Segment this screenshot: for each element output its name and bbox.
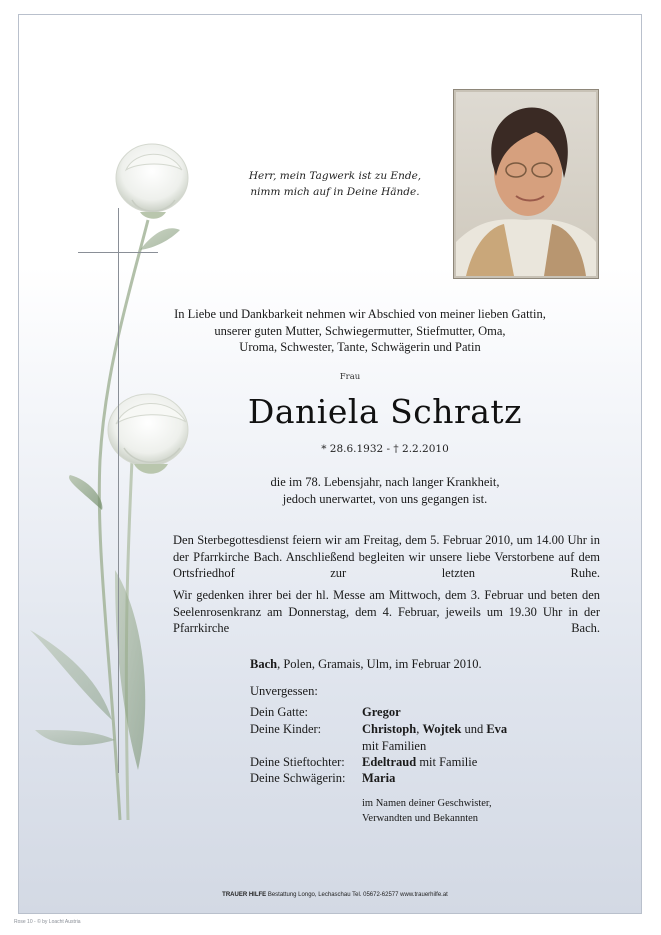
age-text bbox=[200, 474, 570, 507]
place-rest: , Polen, Gramais, Ulm, im Februar 2010. bbox=[277, 657, 482, 671]
mourner-name: Gregor bbox=[362, 705, 401, 719]
mourner-label: Deine Schwägerin: bbox=[250, 771, 346, 785]
cross-horizontal-line bbox=[78, 252, 158, 253]
place-and-date bbox=[250, 657, 482, 672]
intro-line: In Liebe und Dankbarkeit nehmen wir Abschied von meiner lieben Gattin, bbox=[174, 307, 546, 321]
intro-line: Uroma, Schwester, Tante, Schwägerin und Patin bbox=[239, 340, 481, 354]
mourner-label: Deine Kinder: bbox=[250, 722, 322, 736]
unvergessen-label: Unvergessen: bbox=[250, 684, 318, 698]
place-town: Bach bbox=[250, 657, 278, 671]
siblings-line: Verwandten und Bekannten bbox=[362, 813, 479, 824]
age-line: die im 78. Lebensjahr, nach langer Krankheit, bbox=[270, 475, 500, 489]
siblings-line: im Namen deiner Geschwister, bbox=[362, 798, 492, 809]
mourner-name: Maria bbox=[362, 771, 396, 785]
mourner-sep: und bbox=[461, 722, 487, 736]
footer-details: Bestattung Longo, Lechaschau Tel. 05672-62577 www.trauerhilfe.at bbox=[266, 892, 448, 898]
mourner-label: Deine Stieftochter: bbox=[250, 755, 345, 769]
mourner-extra: mit Familie bbox=[416, 755, 478, 769]
cross-vertical-line bbox=[118, 208, 119, 773]
footer-funeral-home bbox=[150, 892, 520, 898]
image-credit: Rose 10 - © by Loacht Austria bbox=[14, 919, 81, 925]
memorial-mass-text: Wir gedenken ihrer bei der hl. Messe am Mittwoch, dem 3. Februar und beten den Seelenrosenkranz am Donnerstag, dem 4. Februar, jeweils um 19.30 Uhr in der Pfarrkirche Bach. bbox=[173, 588, 600, 635]
age-line: jedoch unerwartet, von uns gegangen ist. bbox=[282, 491, 488, 506]
quote-line: nimm mich auf in Deine Hände. bbox=[250, 186, 420, 198]
footer-company: TRAUER HILFE bbox=[222, 892, 267, 898]
mourner-name: Edeltraud bbox=[362, 755, 417, 769]
portrait-photo bbox=[454, 90, 598, 278]
bible-quote bbox=[225, 168, 445, 200]
intro-line: unserer guten Mutter, Schwiegermutter, Stiefmutter, Oma, bbox=[214, 323, 506, 338]
mourner-name: Eva bbox=[486, 722, 508, 736]
quote-line: Herr, mein Tagwerk ist zu Ende, bbox=[248, 170, 422, 182]
mourner-sep: , bbox=[416, 722, 423, 736]
intro-text bbox=[160, 306, 560, 356]
deceased-name: Daniela Schratz bbox=[247, 392, 523, 431]
mourner-extra: mit Familien bbox=[362, 739, 427, 753]
mourner-name: Wojtek bbox=[422, 722, 462, 736]
mourner-name: Christoph bbox=[362, 722, 417, 736]
mourner-label: Dein Gatte: bbox=[250, 705, 308, 719]
salutation: Frau bbox=[339, 372, 361, 382]
white-roses-illustration bbox=[20, 130, 210, 830]
portrait-image bbox=[456, 92, 596, 276]
funeral-service-text: Den Sterbegottesdienst feiern wir am Freitag, dem 5. Februar 2010, um 14.00 Uhr in der Pfarrkirche Bach. Anschließend begleiten wir unsere liebe Verstorbene auf dem Ortsfriedhof zur letzten Ruhe. bbox=[173, 533, 600, 580]
life-dates: * 28.6.1932 - † 2.2.2010 bbox=[321, 443, 449, 455]
siblings-note bbox=[362, 796, 492, 826]
